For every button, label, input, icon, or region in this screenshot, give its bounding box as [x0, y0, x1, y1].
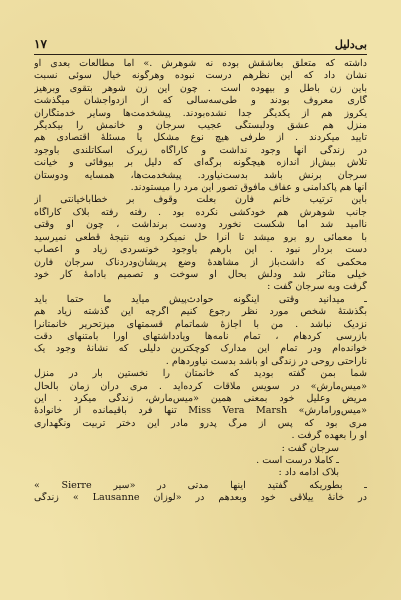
- text-line: بگذشتهٔ شخص مورد نظر رجوع کنیم اگرچه این گذشته زیاد هم: [34, 306, 367, 318]
- text-line: یکروز هم از یکدیگر جدا نشده‌بودند. پیشخدمت‌ها وسایر خدمتگاران: [34, 107, 367, 119]
- text-line: آنها هم پاکدامنی و عفاف مافوق تصور این مرد را میستودند.: [130, 182, 367, 194]
- text-line: شما بمن گفته بودید که خانمتان را نخستین بار در منزل: [34, 368, 367, 380]
- page-header: [34, 36, 367, 52]
- text-line: خیلی متاثر شد ودلش بحال او سوخت و تصمیم بادامهٔ کار خود: [34, 268, 367, 280]
- text-line: ناامید شد اما شکست نخورد ودست برنداشت ، چون او وقتی: [34, 219, 367, 231]
- text-line: گرفت وبه سرجان گفت :: [267, 281, 367, 293]
- text-line: باین زن باطل و بیهوده است . چون این زن شوهر بتقوی وبرهیز: [34, 82, 367, 94]
- text-line: خوانده‌ام ودر تمام این مدارک کوچکترین دلیلی که نشانهٔ وجود یک: [34, 343, 367, 355]
- text-line: جانب شوهرش هم خودکشی نکرده بود . رفته رفته بلاک کاراگاه: [34, 206, 367, 218]
- text-line: سرجان گفت :: [281, 442, 339, 454]
- text-line: مریض وعلیل خود بمعنی همین «میس‌مارش، زندگی میکرد . این: [34, 392, 367, 404]
- text-line: ناراحتی روحی در زندگی او باشد بدست نیاوردهام .: [165, 355, 367, 367]
- text-line: تلاش بیش‌از اندازه هیچگونه برگه‌ای که دلیل بر بیوفائی و خیانت: [34, 157, 367, 169]
- text-line: نشان داد که این نظرهم درست نبوده وهرگونه خیال سوئی نسبت: [34, 70, 367, 82]
- text-line: نزدیک نباشد . من با اجازهٔ شماتمام قسمتهای میزتحریر خانمتانرا: [34, 318, 367, 330]
- text-line: بازرسی کردهام ، تمام نامه‌ها ویادداشتهای اورا بامتنهای دقت: [34, 330, 367, 342]
- header-rule: [34, 54, 367, 55]
- text-line: او را بعهده گرفت .: [291, 430, 367, 442]
- text-line: داشته که متعلق بعاشقش بوده نه شوهرش .» اما مطالعات بعدی او: [34, 58, 367, 69]
- body-text: [34, 58, 367, 582]
- text-line: «میس‌وراما‌رش» Miss Vera Marsh تنها فرد باقیمانده از خانوادهٔ: [34, 405, 367, 417]
- text-line: ـ میدانید وقتی اینگونه حوادث‌پیش میآید ما حتما باید: [34, 293, 367, 305]
- text-line: بلاک ادامه داد :: [278, 467, 339, 479]
- text-line: در زندگی آنها وجود نداشت و کاراگاه زیرک اسکاتلندی باوجود: [34, 144, 367, 156]
- text-line: ـ کاملا درست است .: [256, 455, 339, 466]
- text-line: دست بردار نبود . این بارهم باوجود خونسردی زیاد و اعصاب: [34, 244, 367, 256]
- text-line: ـ بطوریکه گفتید اینها مدتی در «سیر Sierre »: [34, 479, 367, 491]
- text-line: سرجان برنش باشد بدست‌نیاورد. پیشخدمت‌ها، همسایه ودوستان: [34, 169, 367, 181]
- text-line: باین ترتیب خانم فارن بعلت وقوف بر خطاباخیانتی از: [34, 194, 367, 206]
- text-line: مری بود که پس از مرگ پدرو مادر این دختر تربیت ونگهداری: [34, 417, 367, 429]
- text-line: «میس‌مارش» در سویس ملاقات کرده‌اید . مری درآن زمان بالحال: [34, 380, 367, 392]
- page-number: ۱۷: [34, 37, 47, 51]
- text-line: با معمائی رو برو میشد تا آنرا حل نمیکرد وبه نتیجهٔ قطعی نمیرسید: [34, 231, 367, 243]
- text-line: تایید میکردند . از طرفی هیچ نوع مشکل یا مسئلهٔ اقتصادی هم: [34, 132, 367, 144]
- text-line: محکمی که داشت‌باز از مشاهدهٔ وضع پریشان‌ودردناک سرجان فارن: [34, 256, 367, 268]
- text-line: منزل هم عشق ودلبستگی عجیب سرجان و خانمش را بیکدیگر: [34, 120, 367, 132]
- text-line: در خانهٔ ییلاقی خود وبعدهم در «لوزان Lausanne » زندگی: [34, 492, 367, 504]
- running-title: بی‌دلیل: [334, 37, 367, 51]
- text-line: گاری معروف بودند و طی‌سه‌سالی که از ازدواجشان میگذشت: [34, 95, 367, 107]
